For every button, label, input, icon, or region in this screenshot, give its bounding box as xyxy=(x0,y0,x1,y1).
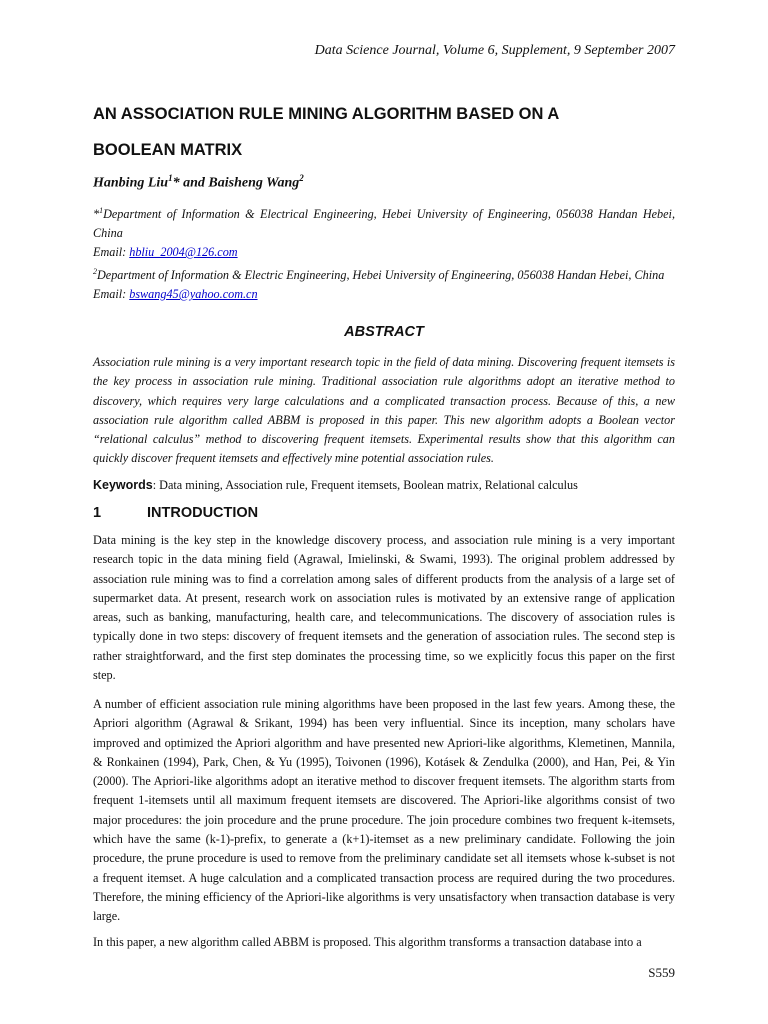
email-2-label: Email: xyxy=(93,287,130,302)
abstract-text: Association rule mining is a very important research topic in the field of data mining. Discovering frequent itemsets is the key process in association rule mining. Traditional association rule algorithms adopt an iterative method to discovery, which requires very large calculations and a complicated transaction process. Because of this, a new association rule algorithm called ABBM is proposed in this paper. This new algorithm adopts a Boolean vector “relational calculus” method to discovering frequent itemsets. Experimental results show that this algorithm can quickly discover frequent itemsets and effectively mine potential association rules. xyxy=(93,355,675,466)
corresponding-mark: * xyxy=(172,175,180,191)
affiliation-2-text: Department of Information & Electric Engineering, Hebei University of Engineering, 056038 Handan Hebei, China xyxy=(97,268,665,283)
page-number: S559 xyxy=(648,965,675,980)
keywords xyxy=(93,478,675,493)
affiliation-2-sup: 2 xyxy=(93,267,97,277)
section-title: INTRODUCTION xyxy=(147,505,259,521)
affiliations xyxy=(93,201,675,304)
affiliation-1-prefix: * xyxy=(93,207,100,222)
section-heading xyxy=(93,505,675,521)
author-1-name: Hanbing Liu xyxy=(93,175,169,191)
affiliation-1-sup: 1 xyxy=(99,206,104,215)
abstract-heading: ABSTRACT xyxy=(344,324,424,340)
email-1-link[interactable]: hbliu_2004@126.com xyxy=(129,245,238,260)
author-2-name: Baisheng Wang xyxy=(208,175,300,191)
affiliation-1 xyxy=(93,201,675,243)
email-2-line xyxy=(93,285,675,304)
running-head: Data Science Journal, Volume 6, Supplement, 9 September 2007 xyxy=(314,43,675,58)
paper-title xyxy=(93,96,675,168)
section-number: 1 xyxy=(93,505,102,521)
paragraph-2: A number of efficient association rule mining algorithms have been proposed in the last few years. Among these, the Apriori algorithm (Agrawal & Srikant, 1994) has been very influential. Since its inception, many scholars have improved and optimized the Apriori algorithm and have presented new Apriori-like algorithms, Klemetinen, Mannila, & Ronkainen (1994), Park, Chen, & Yu (1995), Toivonen (1996), Kotásek & Zendulka (2000), and Han, Pei, & Yin (2000). The Apriori-like algorithms adopt an iterative method to discover frequent itemsets. The algorithm starts from frequent 1-itemsets until all maximum frequent itemsets are discovered. The Apriori-like algorithms consist of two major procedures: the join procedure and the prune procedure. The join procedure combines two frequent k-itemsets, which have the same (k-1)-prefix, to generate a (k+1)-itemset as a new preliminary candidate. Following the join procedure, the prune procedure is used to remove from the preliminary candidate set all itemsets whose k-subset is not a frequent itemset. A huge calculation and a complicated transaction process are required during the two procedures. Therefore, the mining efficiency of the Apriori-like algorithms is very unsatisfactory when transaction database is very large. xyxy=(93,697,675,924)
author-line xyxy=(93,173,304,192)
author-and: and xyxy=(179,175,209,191)
email-2-link[interactable]: bswang45@yahoo.com.cn xyxy=(129,287,258,302)
title-line-1: AN ASSOCIATION RULE MINING ALGORITHM BASED ON A xyxy=(93,105,560,123)
author-2-sup: 2 xyxy=(299,173,304,183)
keywords-text: : Data mining, Association rule, Frequent itemsets, Boolean matrix, Relational calculus xyxy=(152,478,578,492)
paragraph-3: In this paper, a new algorithm called ABBM is proposed. This algorithm transforms a transaction database into a xyxy=(93,935,642,949)
affiliation-1-text: Department of Information & Electrical Engineering, Hebei University of Engineering, 056038 Handan Hebei, China xyxy=(93,207,675,241)
paragraph-1: Data mining is the key step in the knowledge discovery process, and association rule mining is a very important research topic in the data mining field (Agrawal, Imielinski, & Swami, 1993). The original problem addressed by association rule mining was to find a correlation among sales of different products from the analysis of a large set of supermarket data. At present, research work on association rules is motivated by an extensive range of application areas, such as banking, manufacturing, health care, and telecommunications. The discovery of association rules is typically done in two steps: discovery of frequent itemsets and the generation of association rules. The second step is rather straightforward, and the first step dominates the processing time, so we explicitly focus this paper on the first step. xyxy=(93,533,675,683)
author-1-sup: 1 xyxy=(168,173,173,183)
title-line-2: BOOLEAN MATRIX xyxy=(93,141,243,159)
email-1-label: Email: xyxy=(93,245,130,260)
email-1-line xyxy=(93,243,675,262)
keywords-label: Keywords xyxy=(93,478,153,492)
affiliation-2 xyxy=(93,262,675,285)
